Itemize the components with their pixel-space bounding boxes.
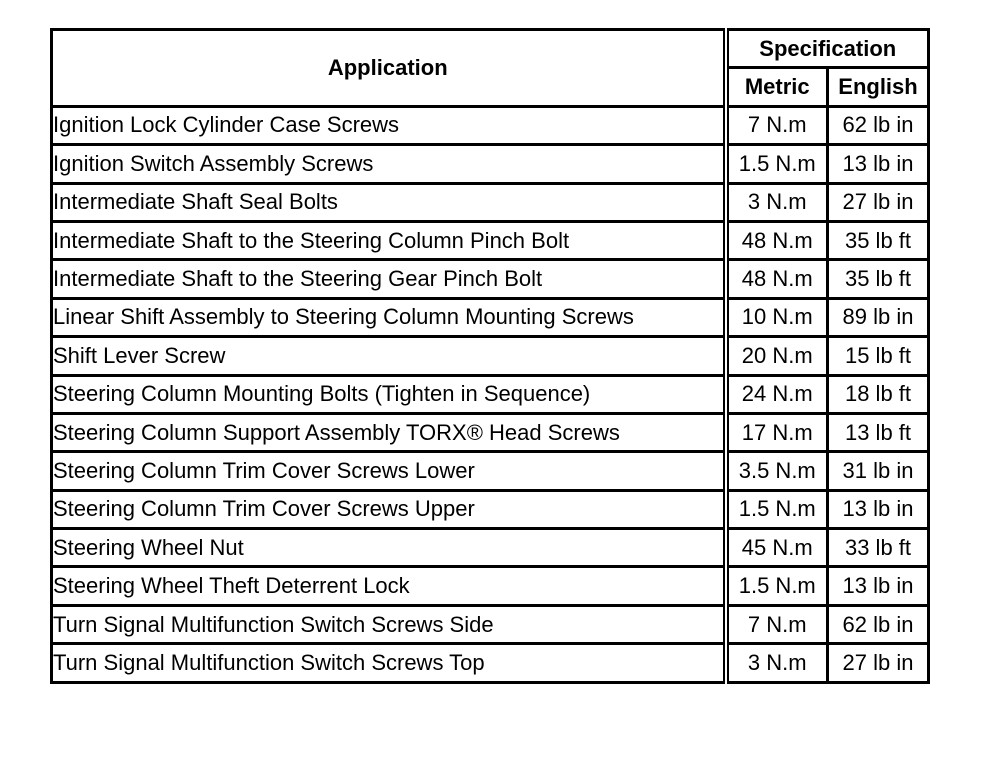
english-cell: 89 lb in	[828, 298, 929, 336]
english-cell: 15 lb ft	[828, 337, 929, 375]
english-cell: 13 lb ft	[828, 413, 929, 451]
specification-column-header: Specification	[726, 30, 929, 68]
application-cell: Intermediate Shaft Seal Bolts	[52, 183, 726, 221]
application-cell: Steering Wheel Nut	[52, 529, 726, 567]
english-cell: 62 lb in	[828, 106, 929, 144]
metric-cell: 24 N.m	[726, 375, 828, 413]
metric-cell: 3 N.m	[726, 183, 828, 221]
table-row	[52, 375, 929, 413]
metric-cell: 17 N.m	[726, 413, 828, 451]
english-cell: 13 lb in	[828, 145, 929, 183]
application-cell: Ignition Switch Assembly Screws	[52, 145, 726, 183]
metric-cell: 3 N.m	[726, 644, 828, 682]
english-cell: 35 lb ft	[828, 260, 929, 298]
metric-cell: 3.5 N.m	[726, 452, 828, 490]
table-row	[52, 260, 929, 298]
english-cell: 13 lb in	[828, 567, 929, 605]
metric-cell: 1.5 N.m	[726, 490, 828, 528]
application-column-header: Application	[52, 30, 726, 107]
table-row	[52, 644, 929, 682]
metric-cell: 45 N.m	[726, 529, 828, 567]
english-column-header: English	[828, 68, 929, 106]
table-row	[52, 106, 929, 144]
metric-cell: 7 N.m	[726, 106, 828, 144]
application-cell: Ignition Lock Cylinder Case Screws	[52, 106, 726, 144]
metric-cell: 48 N.m	[726, 221, 828, 259]
metric-cell: 7 N.m	[726, 605, 828, 643]
english-cell: 27 lb in	[828, 183, 929, 221]
application-cell: Shift Lever Screw	[52, 337, 726, 375]
table-row	[52, 298, 929, 336]
english-cell: 35 lb ft	[828, 221, 929, 259]
table-row	[52, 490, 929, 528]
table-body	[52, 106, 929, 682]
application-cell: Turn Signal Multifunction Switch Screws Side	[52, 605, 726, 643]
application-cell: Steering Column Mounting Bolts (Tighten in Sequence)	[52, 375, 726, 413]
metric-cell: 48 N.m	[726, 260, 828, 298]
table-row	[52, 605, 929, 643]
header-row-top	[52, 30, 929, 68]
english-cell: 31 lb in	[828, 452, 929, 490]
application-cell: Linear Shift Assembly to Steering Column Mounting Screws	[52, 298, 726, 336]
table-row	[52, 529, 929, 567]
table-row	[52, 413, 929, 451]
metric-cell: 20 N.m	[726, 337, 828, 375]
application-cell: Steering Wheel Theft Deterrent Lock	[52, 567, 726, 605]
table-header	[52, 30, 929, 107]
metric-cell: 10 N.m	[726, 298, 828, 336]
metric-cell: 1.5 N.m	[726, 567, 828, 605]
english-cell: 33 lb ft	[828, 529, 929, 567]
metric-cell: 1.5 N.m	[726, 145, 828, 183]
torque-specification-table	[50, 28, 930, 684]
english-cell: 18 lb ft	[828, 375, 929, 413]
table-row	[52, 337, 929, 375]
table-row	[52, 183, 929, 221]
application-cell: Intermediate Shaft to the Steering Gear Pinch Bolt	[52, 260, 726, 298]
english-cell: 62 lb in	[828, 605, 929, 643]
table-row	[52, 452, 929, 490]
table-row	[52, 567, 929, 605]
metric-column-header: Metric	[726, 68, 828, 106]
english-cell: 13 lb in	[828, 490, 929, 528]
application-cell: Steering Column Support Assembly TORX® Head Screws	[52, 413, 726, 451]
table-row	[52, 221, 929, 259]
application-cell: Intermediate Shaft to the Steering Column Pinch Bolt	[52, 221, 726, 259]
application-cell: Steering Column Trim Cover Screws Lower	[52, 452, 726, 490]
english-cell: 27 lb in	[828, 644, 929, 682]
application-cell: Turn Signal Multifunction Switch Screws Top	[52, 644, 726, 682]
application-cell: Steering Column Trim Cover Screws Upper	[52, 490, 726, 528]
table-row	[52, 145, 929, 183]
